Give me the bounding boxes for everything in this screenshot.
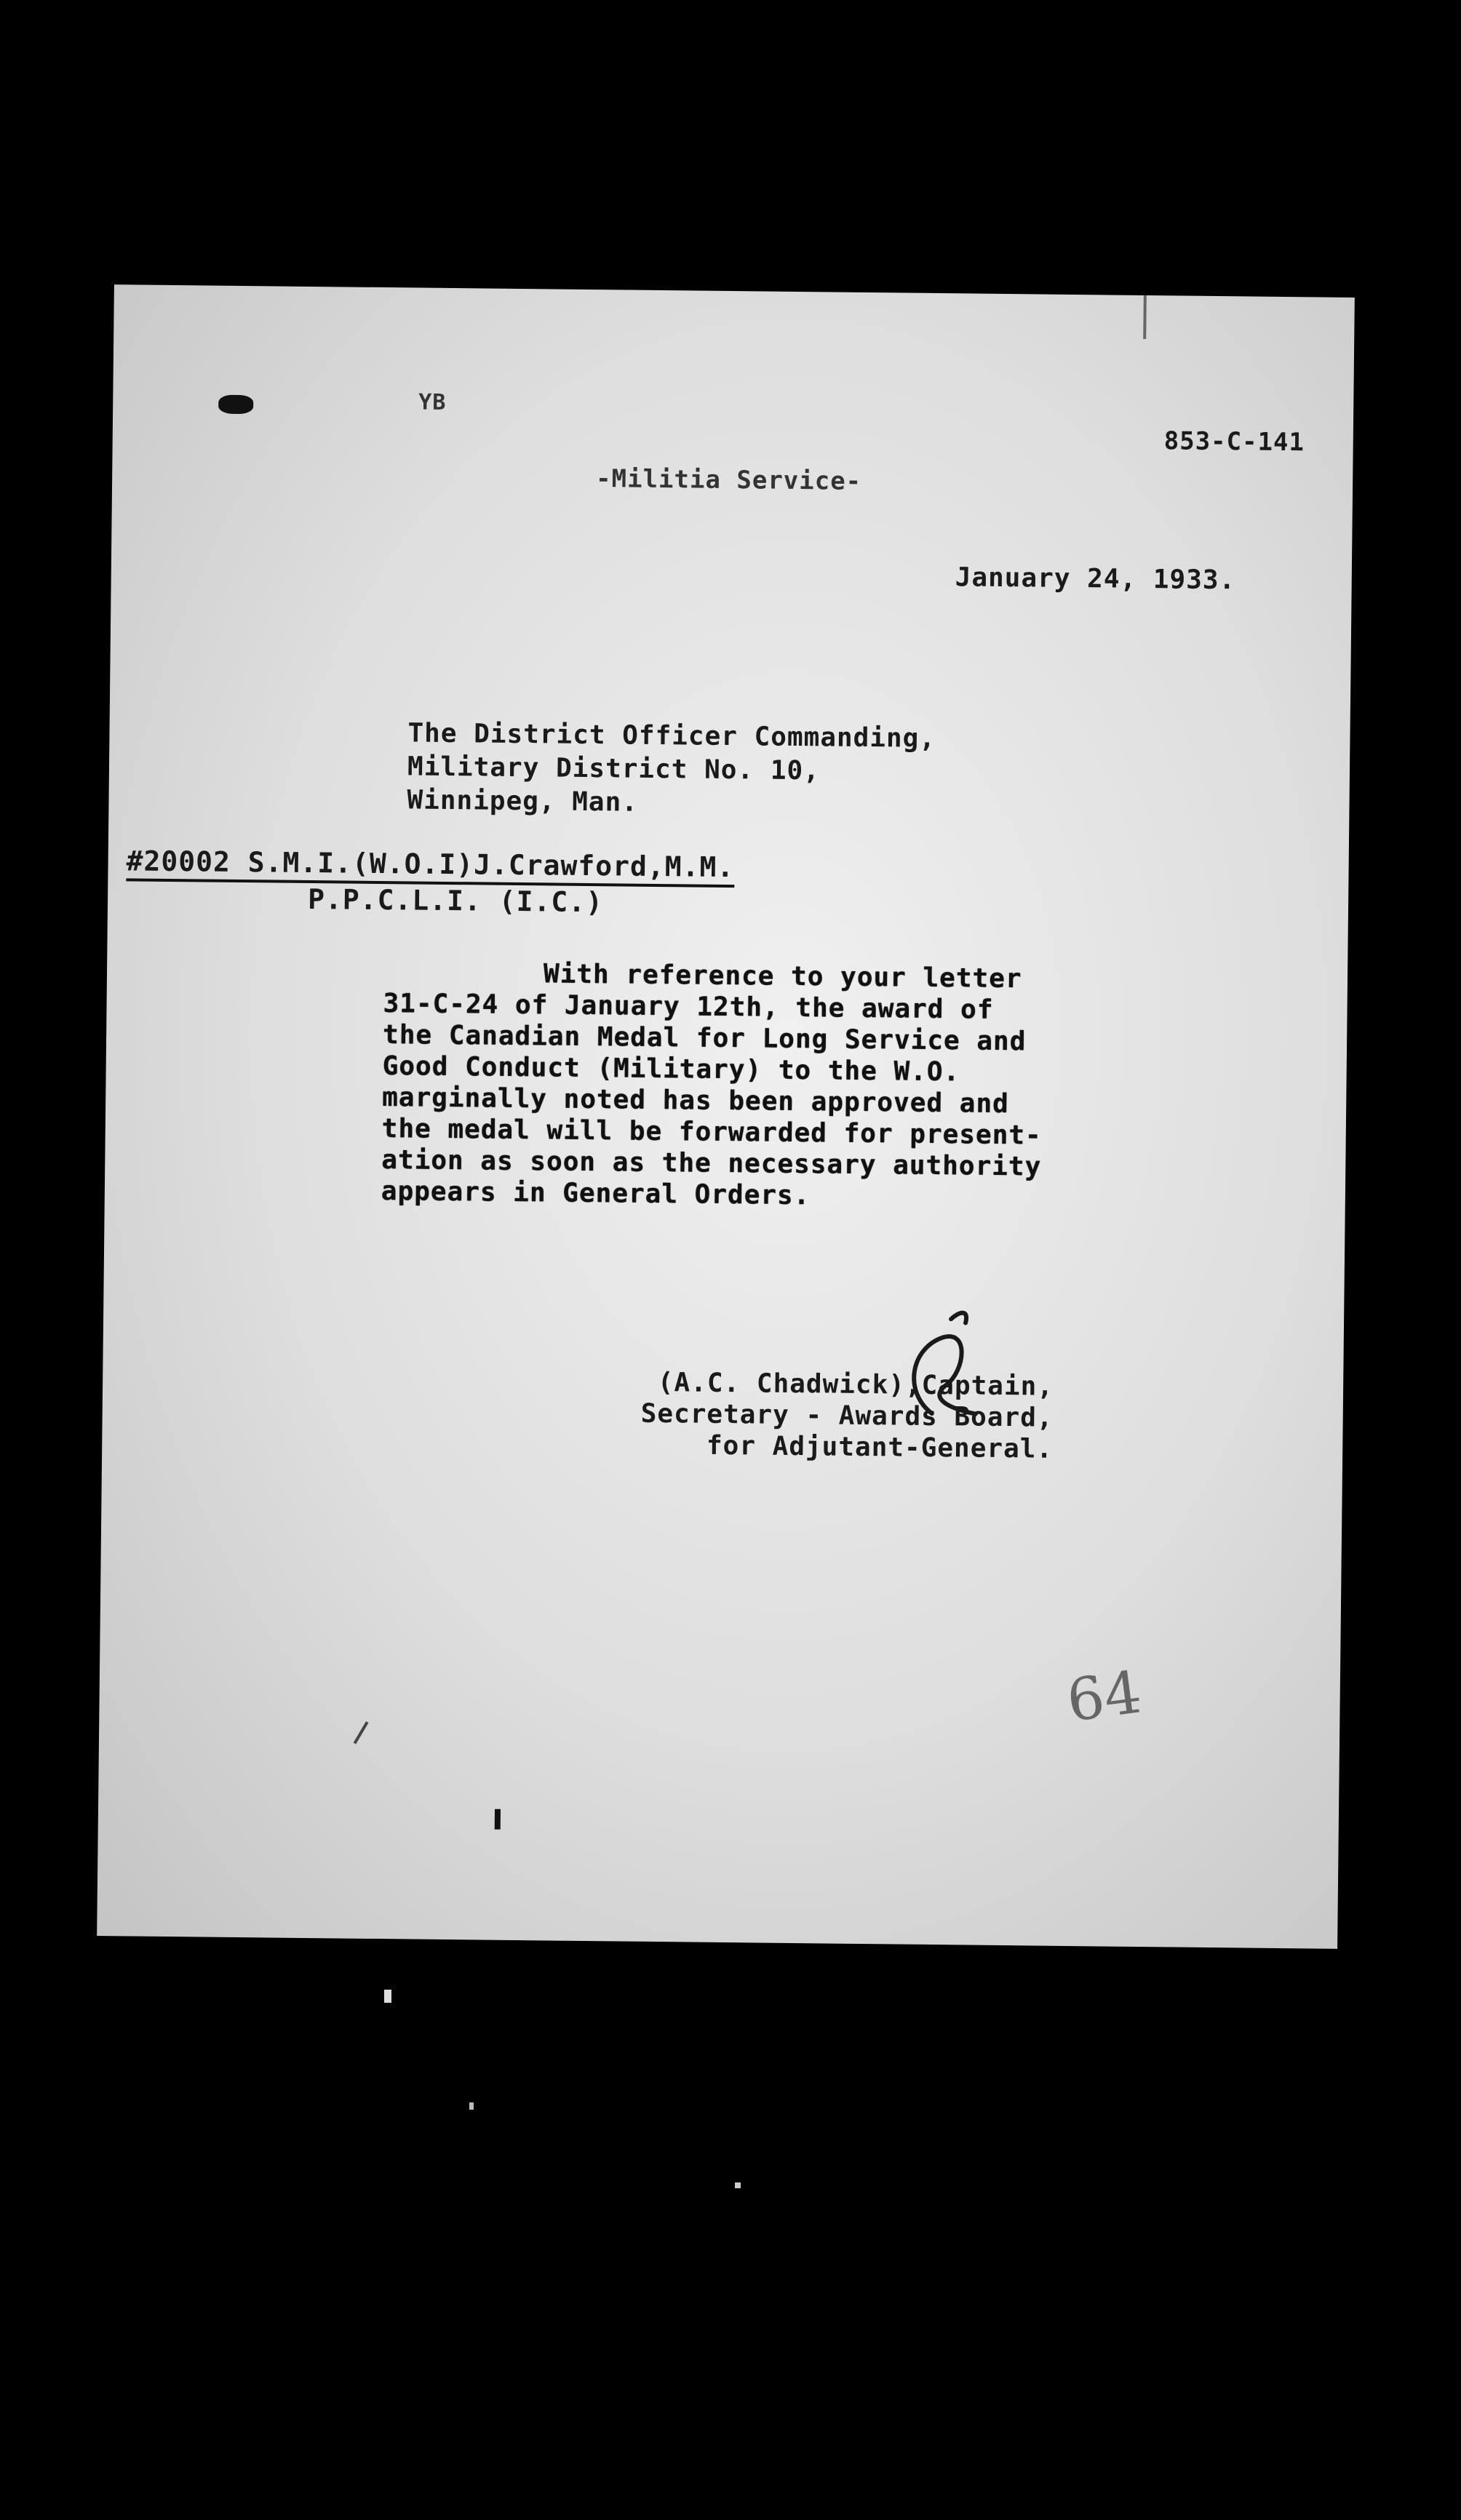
- body-line: With reference to your letter: [543, 959, 1022, 994]
- signature-block: [640, 1367, 1054, 1465]
- service-heading: -Militia Service-: [595, 464, 862, 496]
- address-line: Winnipeg, Man.: [407, 785, 639, 818]
- ink-blot: [218, 395, 253, 415]
- body-line: ation as soon as the necessary authority: [381, 1145, 1042, 1182]
- letter-body: [381, 957, 1044, 1213]
- file-number: 853-C-141: [1163, 426, 1305, 458]
- body-line: the Canadian Medal for Long Service and: [382, 1020, 1027, 1057]
- handwritten-page-number: 64: [1063, 1658, 1146, 1735]
- body-line: marginally noted has been approved and: [382, 1082, 1010, 1120]
- body-line: the medal will be forwarded for present-: [381, 1114, 1042, 1151]
- reference-initials: YB: [418, 389, 447, 415]
- signature-line: Secretary - Awards Board,: [640, 1398, 1054, 1433]
- subject-line: #20002 S.M.I.(W.O.I)J.Crawford,M.M.: [126, 845, 734, 888]
- address-line: Military District No. 10,: [407, 751, 821, 786]
- scan-speck: [469, 2102, 474, 2110]
- document-page: [97, 284, 1355, 1949]
- address-line: The District Officer Commanding,: [407, 718, 936, 754]
- scan-speck: [354, 1721, 369, 1744]
- letter-date: January 24, 1933.: [955, 562, 1236, 596]
- subject-unit: P.P.C.L.I. (I.C.): [307, 882, 604, 919]
- scan-speck: [1143, 295, 1147, 339]
- body-line: 31-C-24 of January 12th, the award of: [383, 989, 994, 1025]
- subject-block: [126, 845, 735, 920]
- scan-speck: [495, 1809, 501, 1830]
- scan-speck: [735, 2182, 741, 2188]
- recipient-address: [407, 717, 936, 823]
- signature-line: (A.C. Chadwick),Captain,: [657, 1368, 1054, 1402]
- body-line: appears in General Orders.: [381, 1176, 811, 1211]
- signature-line: for Adjutant-General.: [706, 1430, 1054, 1464]
- body-line: Good Conduct (Military) to the W.O.: [382, 1051, 960, 1088]
- scan-speck: [384, 1990, 391, 2003]
